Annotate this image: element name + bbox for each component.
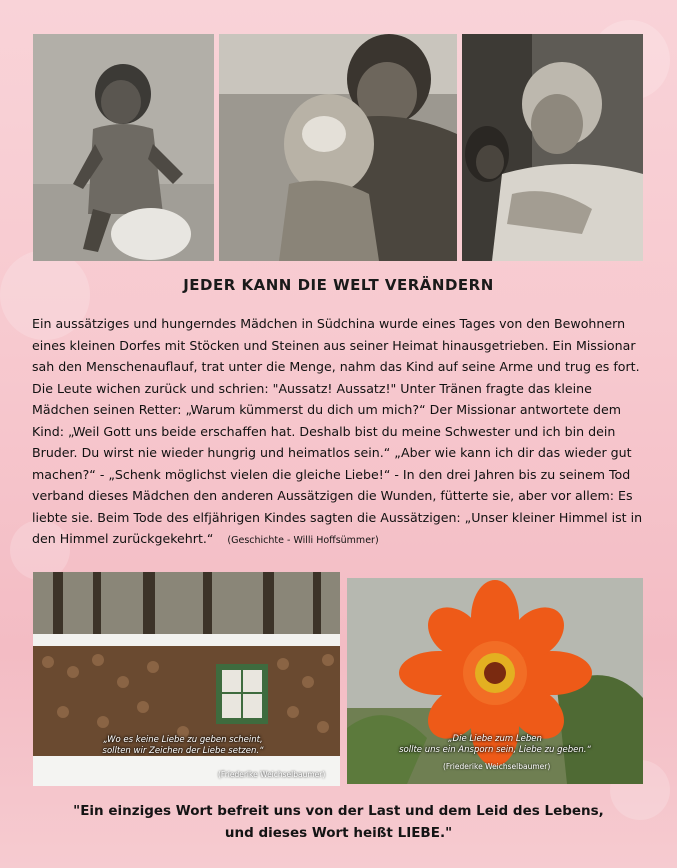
flower-caption-line2: sollte uns ein Ansporn sein, Liebe zu geben.“ <box>399 745 591 755</box>
story-text <box>32 313 652 552</box>
page-title: JEDER KANN DIE WELT VERÄNDERN <box>183 276 494 294</box>
story-source: (Geschichte - Willi Hoffsümmer) <box>227 535 379 546</box>
flower-caption <box>367 734 623 756</box>
cabin-credit: (Friederike Weichselbaumer) <box>218 770 326 779</box>
photo-woman-with-child <box>462 34 643 261</box>
cabin-caption-line1: „Wo es keine Liebe zu geben scheint, <box>103 735 263 745</box>
photo-orange-flower <box>347 578 643 784</box>
photo-snowy-cabin <box>33 572 340 786</box>
photo-man-with-child <box>219 34 457 261</box>
cabin-caption-line2: sollten wir Zeichen der Liebe setzen.“ <box>102 746 264 756</box>
story-body: Ein aussätziges und hungerndes Mädchen in Südchina wurde eines Tages von den Bewohnern eines kleinen Dorfes mit Stöcken und Steinen aus seiner Heimat hinausgetrieben. Ein Missionar sah den Menschenauflauf, trat unter die Menge, nahm das Kind auf seine Arme und trug es fort. Die Leute wichen zurück und schrien: "Aussatz! Aussatz!" Unter Tränen fragte das kleine Mädchen seinen Retter: „Warum kümmerst du dich um mich?“ Der Missionar antwortete dem Kind: „Weil Gott uns beide erschaffen hat. Deshalb bist du meine Schwester und ich bin dein Bruder. Du wirst nie wieder hungrig und heimatlos sein.“ „Aber wie kann ich dir das wieder gut machen?“ - „Schenk möglichst vielen die gleiche Liebe!“ - In den drei Jahren bis zu seinem Tod verband dieses Mädchen den anderen Aussätzigen die Wunden, fütterte sie, aber vor allem: Es liebte sie. Beim Tode des elfjährigen Kindes sagten die Aussätzigen: „Unser kleiner Himmel ist in den Himmel zurückgekehrt.“ <box>32 316 643 546</box>
quote-line1: "Ein einziges Wort befreit uns von der Last und dem Leid des Lebens, <box>73 803 604 819</box>
cabin-caption <box>63 735 303 757</box>
flower-caption-line1: „Die Liebe zum Leben <box>448 734 542 744</box>
quote-line2: und dieses Wort heißt LIEBE." <box>224 825 453 841</box>
flower-credit: (Friederike Weichselbaumer) <box>443 762 551 771</box>
closing-quote <box>0 800 677 844</box>
photo-girl <box>33 34 214 261</box>
